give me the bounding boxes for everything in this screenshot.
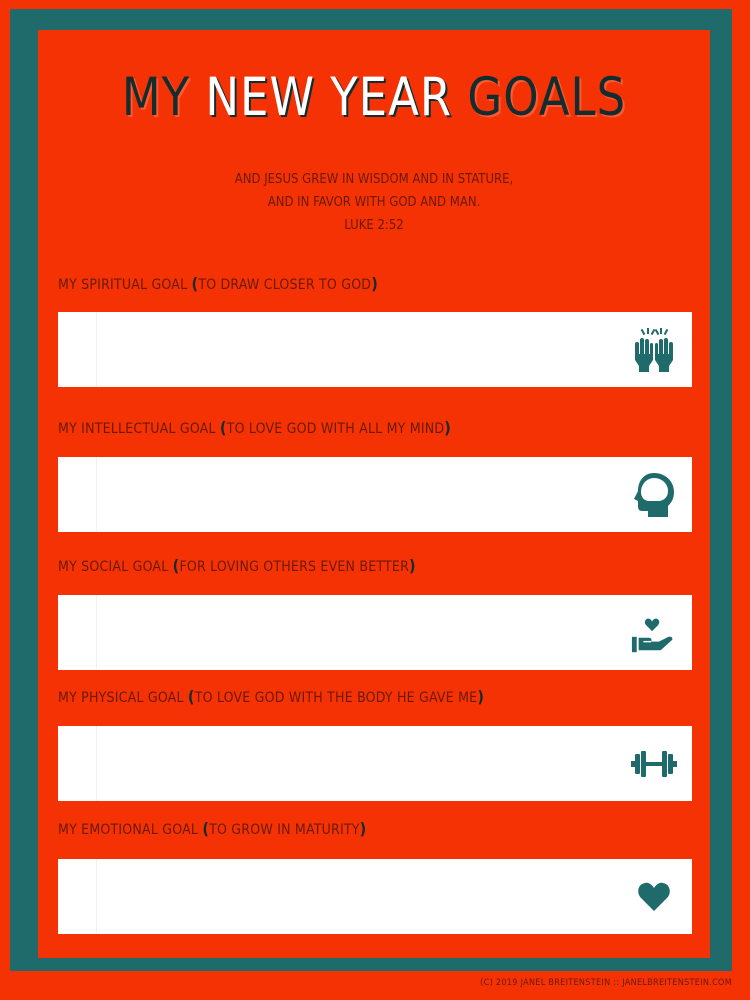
paren-open: (	[187, 687, 195, 706]
intellectual-goal-field[interactable]	[58, 457, 692, 532]
goal-label-text: MY EMOTIONAL GOAL	[58, 822, 199, 838]
verse-line-1: AND JESUS GREW IN WISDOM AND IN STATURE,	[234, 172, 514, 187]
title-part-2: NEW YEAR	[205, 66, 453, 128]
paren-close: )	[409, 556, 416, 575]
field-guide-line	[96, 859, 97, 934]
paren-close: )	[371, 274, 378, 293]
field-guide-line	[96, 726, 97, 801]
field-guide-line	[96, 312, 97, 387]
spiritual-goal-label	[58, 274, 378, 293]
copyright-footer: (C) 2019 JANEL BREITENSTEIN :: JANELBREITENSTEIN.COM	[480, 978, 732, 988]
goal-label-text: MY SOCIAL GOAL	[58, 559, 169, 575]
verse-line-2: AND IN FAVOR WITH GOD AND MAN.	[267, 195, 481, 210]
head-brain-icon	[630, 471, 678, 519]
emotional-goal-label	[58, 819, 366, 838]
goals-sheet	[38, 30, 710, 958]
paren-close: )	[444, 418, 452, 437]
field-guide-line	[96, 457, 97, 532]
paren-open: (	[219, 418, 227, 437]
physical-goal-label	[58, 687, 484, 706]
goal-detail-text: TO LOVE GOD WITH THE BODY HE GAVE ME	[194, 690, 478, 706]
title-part-1: MY	[121, 66, 206, 128]
dumbbell-icon	[630, 740, 678, 788]
intellectual-goal-label	[58, 418, 451, 437]
title-part-3: GOALS	[452, 66, 627, 128]
field-guide-line	[96, 595, 97, 670]
social-goal-field[interactable]	[58, 595, 692, 670]
heart-icon	[630, 873, 678, 921]
spiritual-goal-field[interactable]	[58, 312, 692, 387]
paren-open: (	[202, 819, 210, 838]
goal-label-text: MY SPIRITUAL GOAL	[58, 277, 188, 293]
goal-detail-text: TO DRAW CLOSER TO GOD	[198, 277, 372, 293]
emotional-goal-field[interactable]	[58, 859, 692, 934]
paren-close: )	[477, 687, 485, 706]
goal-detail-text: FOR LOVING OTHERS EVEN BETTER	[179, 559, 410, 575]
goal-detail-text: TO LOVE GOD WITH ALL MY MIND	[226, 421, 445, 437]
social-goal-label	[58, 556, 416, 575]
page-title	[38, 67, 710, 128]
paren-open: (	[172, 556, 180, 575]
paren-open: (	[191, 274, 199, 293]
goal-label-text: MY PHYSICAL GOAL	[58, 690, 184, 706]
verse-reference: LUKE 2:52	[344, 218, 404, 233]
praise-hands-icon	[630, 326, 678, 374]
goal-detail-text: TO GROW IN MATURITY	[209, 822, 360, 838]
goal-label-text: MY INTELLECTUAL GOAL	[58, 421, 216, 437]
scripture-verse	[38, 168, 710, 237]
heart-in-hand-icon	[630, 609, 678, 657]
paren-close: )	[359, 819, 367, 838]
physical-goal-field[interactable]	[58, 726, 692, 801]
